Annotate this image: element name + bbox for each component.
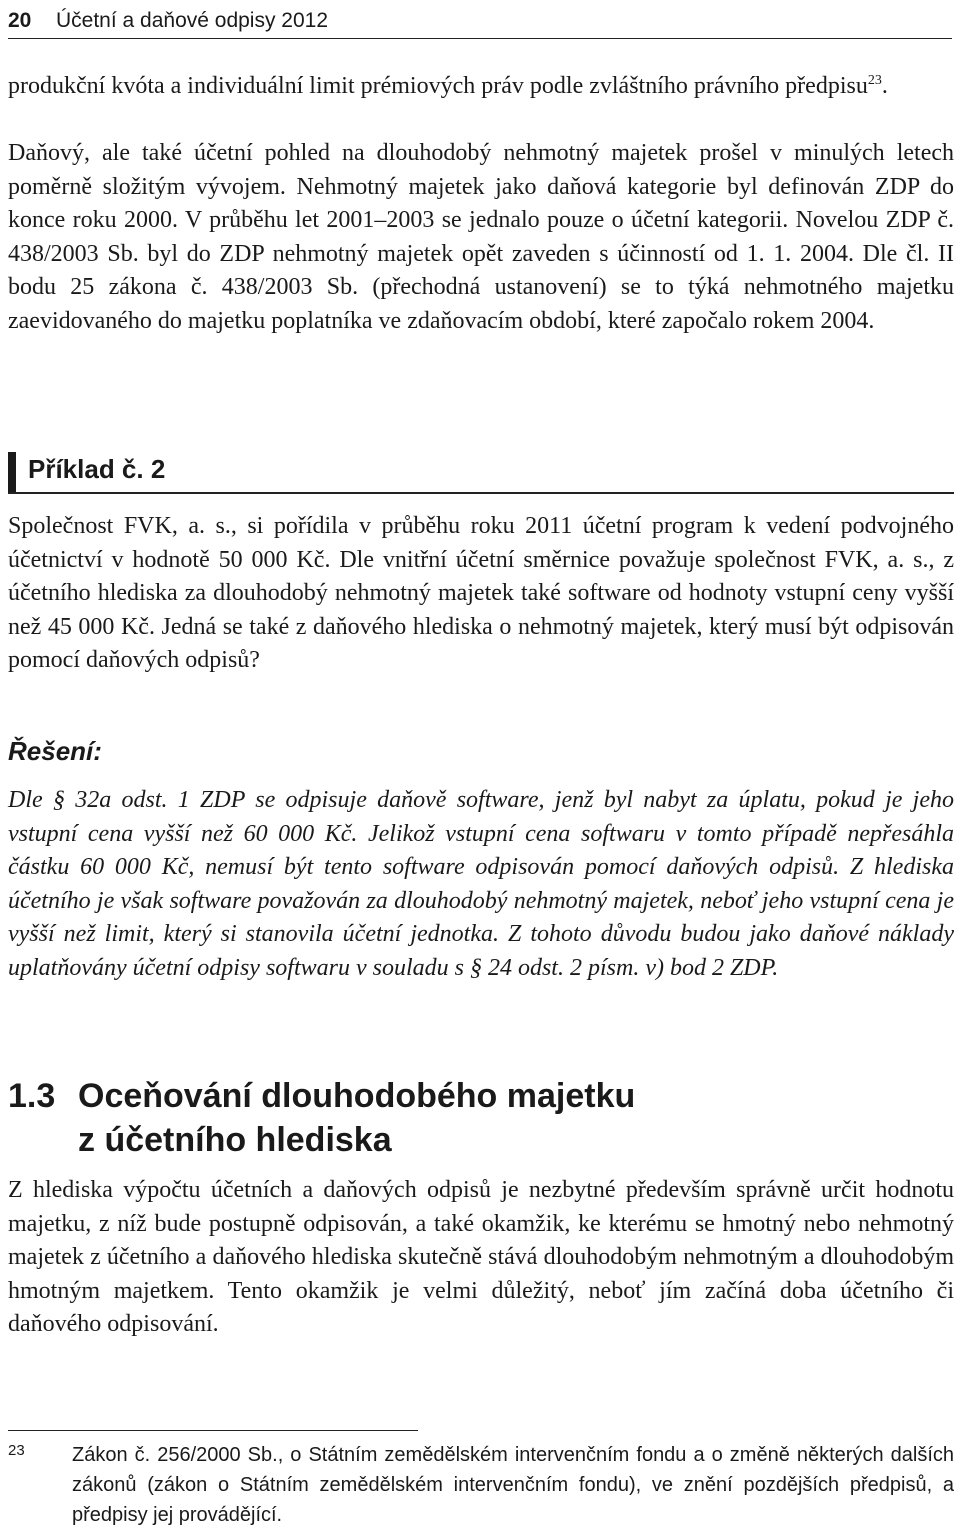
solution-title: Řešení: — [8, 736, 102, 766]
footnote-text: Zákon č. 256/2000 Sb., o Státním zemědělském intervenčním fondu a o změně některých dalších zákonů (zákon o Státním zemědělském intervenčním fondu), ve znění pozdějších předpisů, a předpisy jej provádějící. — [72, 1444, 954, 1526]
section-number: 1.3 — [8, 1077, 56, 1115]
footnote-separator — [8, 1430, 418, 1431]
paragraph-quota-text: produkční kvóta a individuální limit prémiových práv podle zvláštního právního předpisu — [8, 73, 868, 99]
running-title: Účetní a daňové odpisy 2012 — [56, 9, 329, 32]
paragraph-quota-end: . — [881, 73, 888, 99]
section-title-line-1: Oceňování dlouhodobého majetku — [78, 1077, 636, 1115]
example-title: Příklad č. 2 — [28, 454, 166, 484]
running-header — [8, 6, 952, 39]
example-marker-bar — [8, 452, 16, 492]
example-heading — [8, 452, 954, 494]
footnote-mark: 23 — [8, 1442, 25, 1459]
paragraph-intangible-history: Daňový, ale také účetní pohled na dlouhodobý nehmotný majetek prošel v minulých letech poměrně složitým vývojem. Nehmotný majetek jako daňová kategorie byl definován ZDP do konce roku 2000. V průběhu let 2001–2003 se jednalo pouze o účetní kategorii. Novelou ZDP č. 438/2003 Sb. byl do ZDP nehmotný majetek opět zaveden s účinností od 1. 1. 2004. Dle čl. II bodu 25 zákona č. 438/2003 Sb. (přechodná ustanovení) se to týká nehmotného majetku zaevidovaného do majetku poplatníka ve zdaňovacím období, které započalo rokem 2004. — [8, 140, 954, 334]
paragraph-quota — [8, 70, 954, 104]
solution-text: Dle § 32a odst. 1 ZDP se odpisuje daňově software, jenž byl nabyt za úplatu, pokud je jeho vstupní cena vyšší než 60 000 Kč. Jelikož vstupní cena softwaru v tomto případě nepřesáhla částku 60 000 Kč, nemusí být tento software odpisován pomocí daňových odpisů. Z hlediska účetního je však software považován za dlouhodobý nehmotný majetek, neboť jeho vstupní cena je vyšší než limit, který si stanovila účetní jednotka. Z tohoto důvodu budou jako daňové náklady uplatňovány účetní odpisy softwaru v souladu s § 24 odst. 2 písm. v) bod 2 ZDP. — [8, 787, 954, 981]
section-text: Z hlediska výpočtu účetních a daňových odpisů je nezbytné především správně určit hodnotu majetku, z níž bude postupně odpisován, a také okamžik, ke kterému se hmotný nebo nehmotný majetek z účetního a daňového hlediska skutečně stává dlouhodobým nehmotným a dlouhodobým hmotným majetkem. Tento okamžik je velmi důležitý, neboť jím začíná doba účetního či daňového odpisování. — [8, 1177, 954, 1337]
example-text: Společnost FVK, a. s., si pořídila v průběhu roku 2011 účetní program k vedení podvojného účetnictví v hodnotě 50 000 Kč. Dle vnitřní účetní směrnice považuje společnost FVK, a. s., z účetního hlediska za dlouhodobý nehmotný majetek také software od hodnoty vstupní ceny vyšší než 45 000 Kč. Jedná se také z daňového hlediska o nehmotný majetek, který musí být odpisován pomocí daňových odpisů? — [8, 513, 954, 673]
page-number: 20 — [8, 9, 32, 32]
footnote-reference[interactable]: 23 — [867, 73, 882, 88]
section-title-line-2: z účetního hlediska — [78, 1121, 392, 1159]
